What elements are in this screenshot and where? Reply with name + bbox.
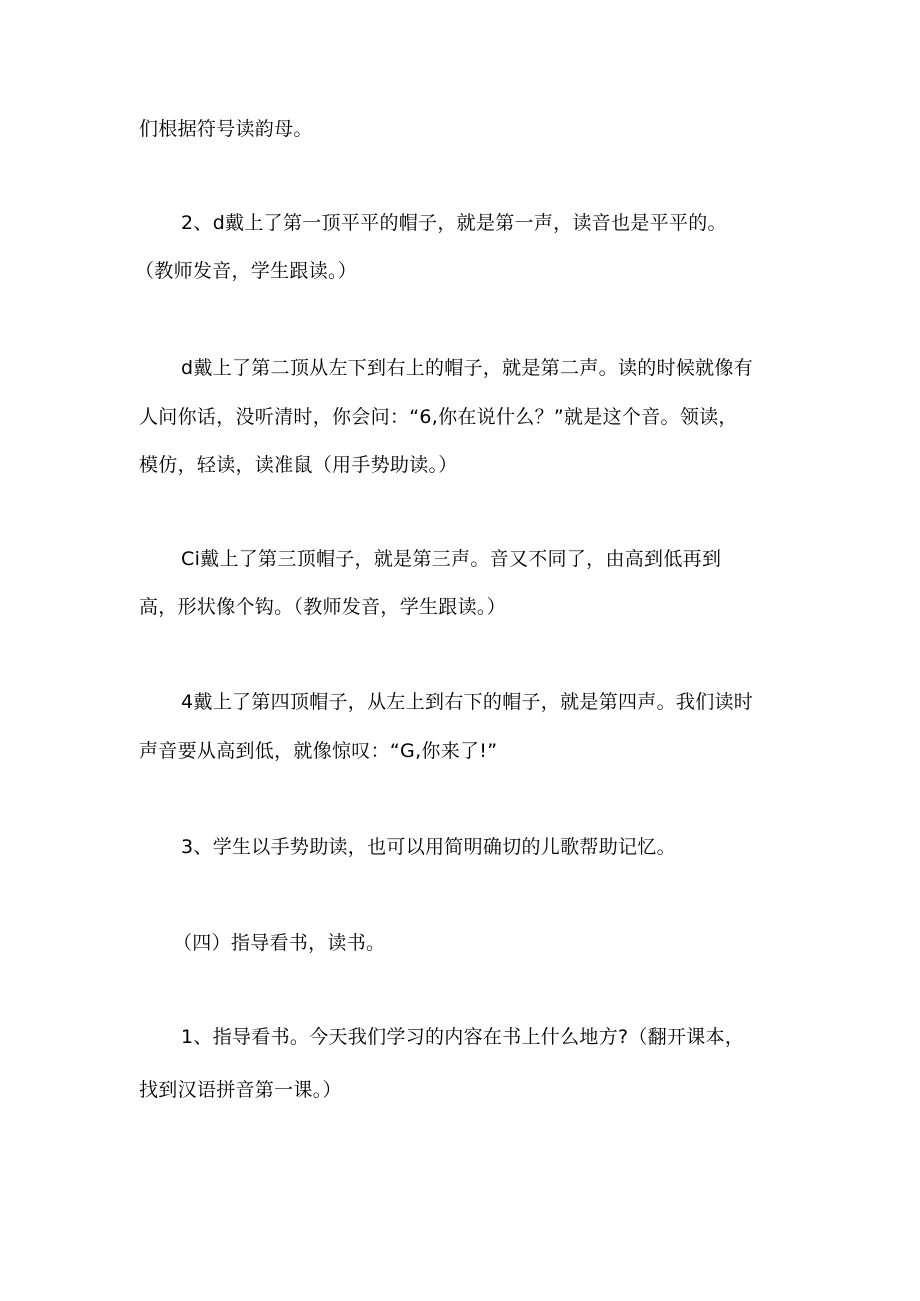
text-line: d戴上了第二顶从左下到右上的帽子，就是第二声。读的时候就像有: [181, 357, 754, 379]
text-line: 声音要从高到低，就像惊叹：“G,你来了!”: [139, 740, 498, 762]
text-line: 高，形状像个钩。（教师发音，学生跟读。）: [139, 596, 507, 618]
text-line: 们根据符号读韵母。: [139, 118, 313, 140]
text-line: 2、d戴上了第一顶平平的帽子，就是第一声，读音也是平平的。: [181, 212, 727, 234]
text-line: 人问你话，没听清时，你会问：“6,你在说什么？”就是这个音。领读，: [139, 406, 738, 428]
text-line: 找到汉语拼音第一课。）: [139, 1079, 342, 1101]
section-heading: （四）指导看书，读书。: [173, 932, 386, 954]
text-line: 模仿，轻读，读准鼠（用手势助读。）: [139, 454, 458, 476]
text-line: Ci戴上了第三顶帽子，就是第三声。音又不同了，由高到低再到: [181, 548, 722, 570]
text-line: 1、指导看书。今天我们学习的内容在书上什么地方?（翻开课本，: [181, 1026, 745, 1048]
text-line: （教师发音，学生跟读。）: [135, 260, 358, 282]
text-line: 4戴上了第四顶帽子，从左上到右下的帽子，就是第四声。我们读时: [181, 691, 754, 713]
text-line: 3、学生以手势助读，也可以用简明确切的儿歌帮助记忆。: [181, 836, 676, 858]
